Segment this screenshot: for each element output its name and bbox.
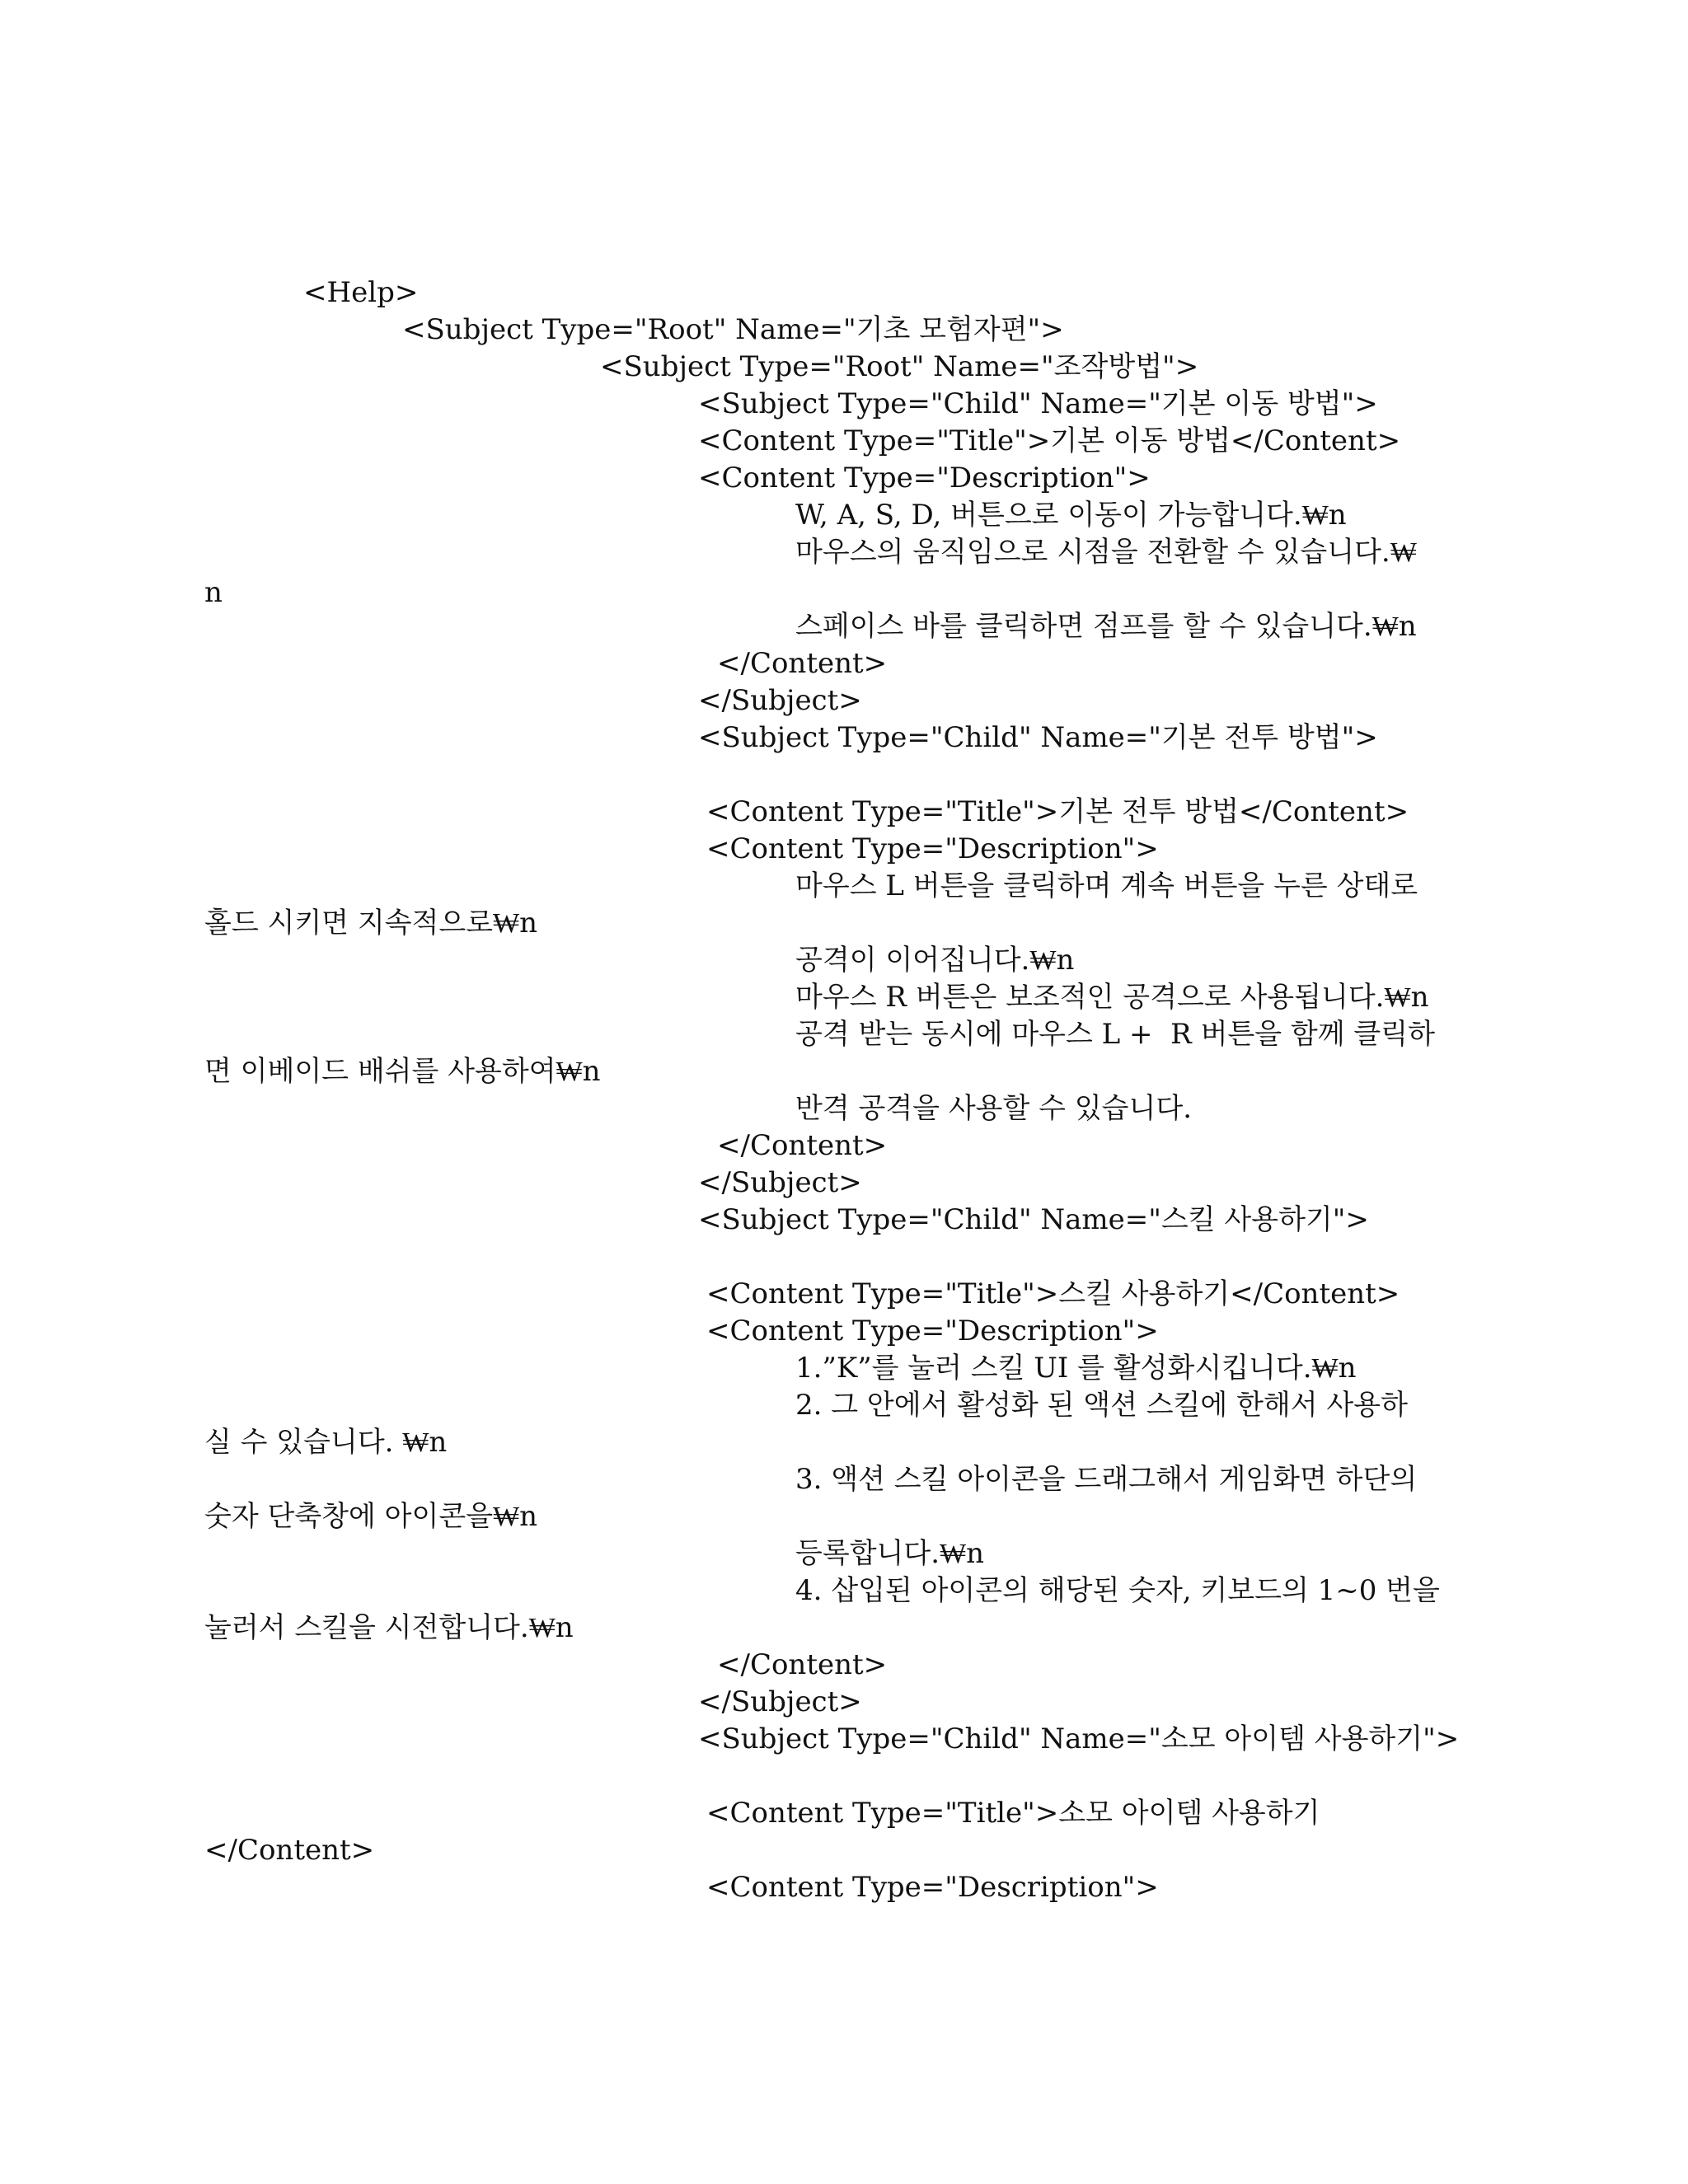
text-line: 4. 삽입된 아이콘의 해당된 숫자, 키보드의 1~0 번을 bbox=[795, 1574, 1440, 1607]
text-line: </Subject> bbox=[698, 684, 862, 717]
text-line: <Content Type="Title">스킬 사용하기</Content> bbox=[706, 1277, 1400, 1310]
text-line: </Subject> bbox=[698, 1166, 862, 1199]
text-line: </Content> bbox=[717, 1129, 888, 1162]
text-line: W, A, S, D, 버튼으로 이동이 가능합니다.₩n bbox=[795, 499, 1347, 532]
text-line: </Content> bbox=[717, 1648, 888, 1681]
text-line: 면 이베이드 배쉬를 사용하여₩n bbox=[204, 1055, 601, 1088]
text-line: <Content Type="Title">기본 이동 방법</Content> bbox=[698, 424, 1401, 457]
text-line: <Subject Type="Child" Name="기본 전투 방법"> bbox=[698, 721, 1378, 754]
text-line: 실 수 있습니다. ₩n bbox=[204, 1426, 448, 1459]
text-line: </Content> bbox=[204, 1834, 375, 1867]
text-line: <Content Type="Description"> bbox=[706, 1871, 1159, 1904]
text-line: <Subject Type="Child" Name="스킬 사용하기"> bbox=[698, 1203, 1369, 1236]
text-line: </Subject> bbox=[698, 1685, 862, 1718]
text-line: <Content Type="Title">소모 아이템 사용하기 bbox=[706, 1797, 1320, 1830]
text-line: 마우스의 움직임으로 시점을 전환할 수 있습니다.₩ bbox=[795, 536, 1417, 569]
text-line: 스페이스 바를 클릭하면 점프를 할 수 있습니다.₩n bbox=[795, 610, 1417, 643]
text-line: 공격이 이어집니다.₩n bbox=[795, 944, 1075, 977]
text-line: <Content Type="Title">기본 전투 방법</Content> bbox=[706, 795, 1409, 828]
text-line: <Content Type="Description"> bbox=[706, 832, 1159, 865]
text-line: n bbox=[204, 576, 223, 609]
text-line: 2. 그 안에서 활성화 된 액션 스킬에 한해서 사용하 bbox=[795, 1389, 1408, 1422]
text-line: 반격 공격을 사용할 수 있습니다. bbox=[795, 1092, 1193, 1125]
text-line: <Subject Type="Child" Name="소모 아이템 사용하기"> bbox=[698, 1722, 1460, 1755]
text-line: <Subject Type="Root" Name="조작방법"> bbox=[600, 350, 1199, 383]
text-line: 눌러서 스킬을 시전합니다.₩n bbox=[204, 1611, 574, 1644]
text-line: 마우스 L 버튼을 클릭하며 계속 버튼을 누른 상태로 bbox=[795, 869, 1418, 902]
text-line: <Subject Type="Child" Name="기본 이동 방법"> bbox=[698, 387, 1378, 420]
text-line: 숫자 단축창에 아이콘을₩n bbox=[204, 1500, 538, 1533]
text-line: 공격 받는 동시에 마우스 L + R 버튼을 함께 클릭하 bbox=[795, 1018, 1435, 1051]
text-line: </Content> bbox=[717, 647, 888, 680]
text-line: 등록합니다.₩n bbox=[795, 1537, 985, 1570]
text-line: <Help> bbox=[303, 276, 419, 309]
text-line: 홀드 시키면 지속적으로₩n bbox=[204, 907, 538, 940]
text-line: 마우스 R 버튼은 보조적인 공격으로 사용됩니다.₩n bbox=[795, 981, 1429, 1014]
text-line: 1.”K”를 눌러 스킬 UI 를 활성화시킵니다.₩n bbox=[795, 1352, 1357, 1385]
text-line: 3. 액션 스킬 아이콘을 드래그해서 게임화면 하단의 bbox=[795, 1463, 1418, 1496]
text-line: <Content Type="Description"> bbox=[706, 1315, 1159, 1347]
text-line: <Subject Type="Root" Name="기초 모험자편"> bbox=[402, 313, 1064, 346]
text-line: <Content Type="Description"> bbox=[698, 462, 1151, 494]
